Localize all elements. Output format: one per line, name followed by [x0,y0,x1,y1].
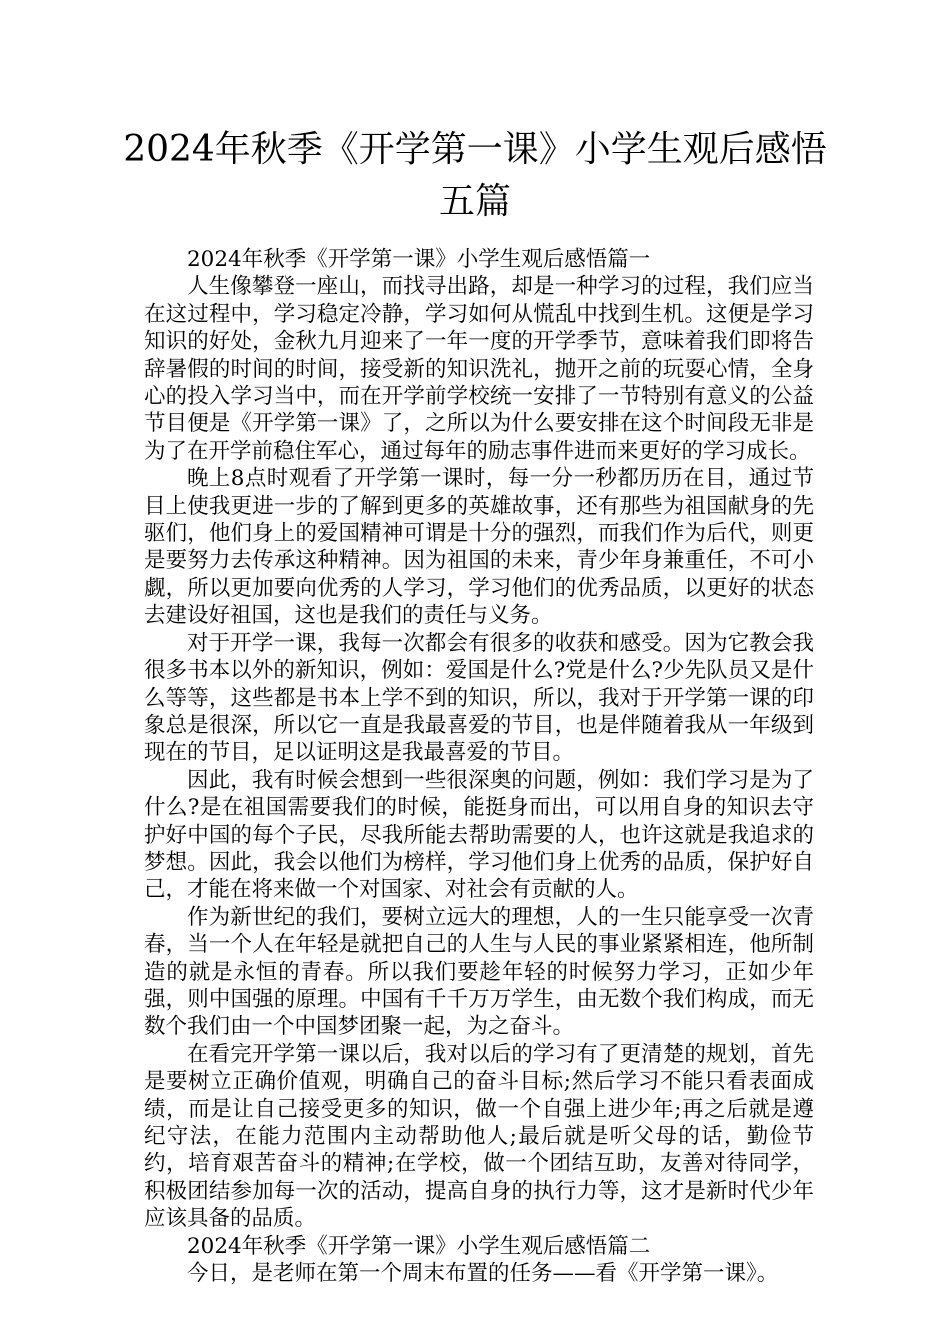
document-title: 2024年秋季《开学第一课》小学生观后感悟五篇 [123,129,827,222]
paragraph: 对于开学一课，我每一次都会有很多的收获和感受。因为它教会我很多书本以外的新知识，例如：爱国是什么?党是什么?少先队员又是什么等等，这些都是书本上学不到的知识，所以，我对于开学第一课的印象总是很深，所以它一直是我最喜爱的节目，也是伴随着我从一年级到现在的节目，足以证明这是我最喜爱的节目。 [144,630,814,766]
paragraph: 晚上8点时观看了开学第一课时，每一分一秒都历历在目，通过节目上使我更进一步的了解到更多的英雄故事，还有那些为祖国献身的先驱们，他们身上的爱国精神可谓是十分的强烈，而我们作为后代，则更是要努力去传承这种精神。因为祖国的未来，青少年身兼重任，不可小觑，所以更加要向优秀的人学习，学习他们的优秀品质，以更好的状态去建设好祖国，这也是我们的责任与义务。 [144,466,814,629]
paragraph: 今日，是老师在第一个周末布置的任务——看《开学第一课》。 [187,1261,779,1287]
document-body [144,246,814,1287]
paragraph: 作为新世纪的我们，要树立远大的理想，人的一生只能享受一次青春，当一个人在年轻是就把自己的人生与人民的事业紧紧相连，他所制造的就是永恒的青春。所以我们要趁年轻的时候努力学习，正如少年强，则中国强的原理。中国有千千万万学生，由无数个我们构成，而无数个我们由一个中国梦团聚一起，为之奋斗。 [144,904,814,1040]
paragraph: 人生像攀登一座山，而找寻出路，却是一种学习的过程，我们应当在这过程中，学习稳定冷静，学习如何从慌乱中找到生机。这便是学习知识的好处，金秋九月迎来了一年一度的开学季节，意味着我们即将告辞暑假的时间的时间，接受新的知识洗礼，抛开之前的玩耍心情，全身心的投入学习当中，而在开学前学校统一安排了一节特别有意义的公益节目便是《开学第一课》了，之所以为什么要安排在这个时间段无非是为了在开学前稳住军心，通过每年的励志事件进而来更好的学习成长。 [144,274,814,464]
section-heading-2: 2024年秋季《开学第一课》小学生观后感悟篇二 [187,1233,651,1259]
section-heading-1: 2024年秋季《开学第一课》小学生观后感悟篇一 [187,247,651,272]
paragraph: 在看完开学第一课以后，我对以后的学习有了更清楚的规划，首先是要树立正确价值观，明确自己的奋斗目标;然后学习不能只看表面成绩，而是让自己接受更多的知识，做一个自强上进少年;再之后就是遵纪守法，在能力范围内主动帮助他人;最后就是听父母的话，勤俭节约，培育艰苦奋斗的精神;在学校，做一个团结互助，友善对待同学，积极团结参加每一次的活动，提高自身的执行力等，这才是新时代少年应该具备的品质。 [144,1041,814,1232]
paragraph: 因此，我有时候会想到一些很深奥的问题，例如：我们学习是为了什么?是在祖国需要我们的时候，能挺身而出，可以用自身的知识去守护好中国的每个子民，尽我所能去帮助需要的人，也许这就是我追求的梦想。因此，我会以他们为榜样，学习他们身上优秀的品质，保护好自己，才能在将来做一个对国家、对社会有贡献的人。 [144,767,814,903]
